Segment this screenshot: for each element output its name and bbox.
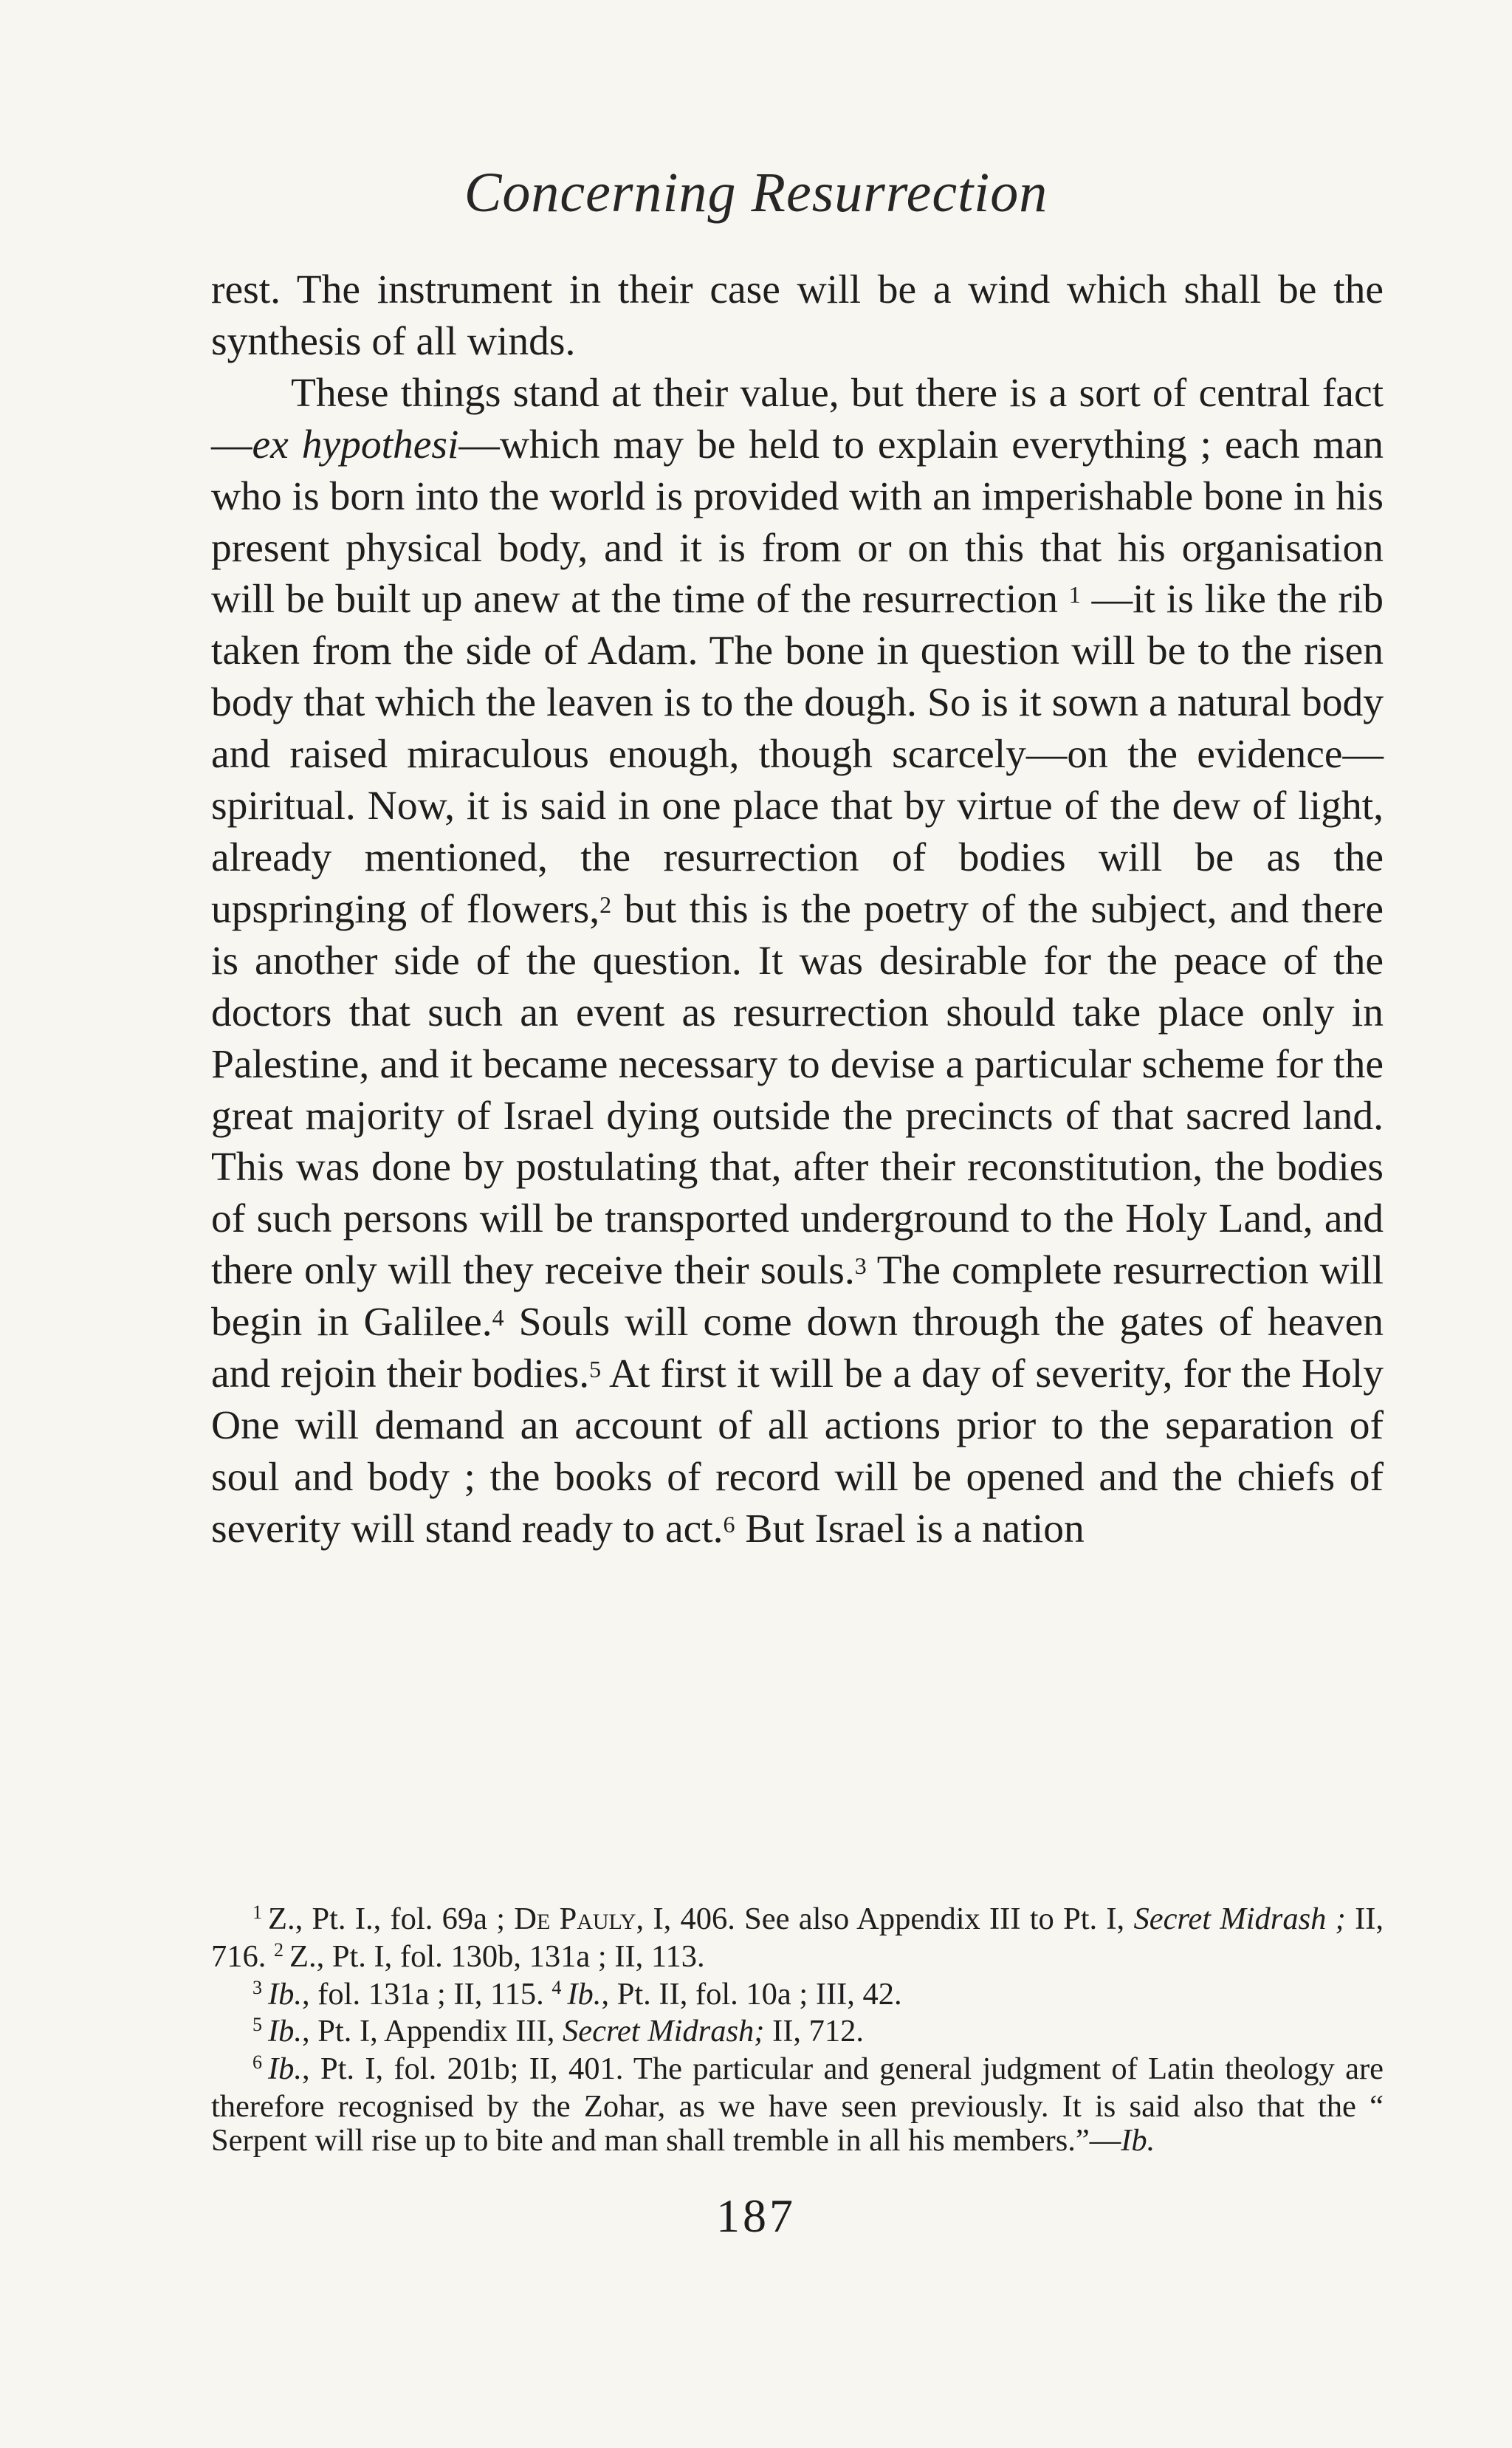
footnote: [211, 2052, 1384, 2157]
footnote-number: 2: [274, 1938, 284, 1961]
footnote: [211, 2015, 1384, 2052]
footnote-number: 4: [551, 1976, 562, 1998]
text-run: But Israel is a nation: [735, 1506, 1085, 1552]
footnote-reference: 3: [854, 1252, 867, 1280]
text-run: —it is like the rib taken from the side of Adam. The bone in question will be to the risen body that which the leaven is to the dough. So is it sown a natural body and raised miraculous enough, though scarcely—on the evidence—spiritual. Now, it is said in one place that by virtue of the dew of light, already mentioned, the resurrection of bodies will be as the upspringing of flowers,: [211, 577, 1384, 932]
text-run: Z., Pt. I, fol. 130b, 131a ; II, 113.: [289, 1938, 705, 1974]
footnote: [211, 1902, 1384, 1978]
footnote-reference: 1: [1068, 581, 1081, 608]
text-run: II, 716.: [211, 1902, 1384, 1974]
body-text: [211, 264, 1384, 1555]
text-run: The complete resurrection will begin in Galilee.: [211, 1248, 1384, 1345]
italic-text: Ib.: [268, 2051, 303, 2087]
text-run: , Pt. I, fol. 201b; II, 401. The particular and general judgment of Latin theology are therefore recognised by the Zohar, as we have seen previously. It is said also that the “ Serpent will rise up to bite and man shall tremble in all his members.”—: [211, 2051, 1384, 2158]
paragraph: [211, 368, 1384, 1555]
text-run: Souls will come down through the gates of heaven and rejoin their bodies.: [211, 1300, 1384, 1397]
footnote: [211, 1978, 1384, 2015]
footnote-reference: 4: [492, 1304, 504, 1331]
italic-text: Ib.: [567, 1976, 602, 2012]
italic-text: Ib.: [268, 2014, 303, 2049]
running-head: Concerning Resurrection: [464, 162, 1048, 224]
italic-text: Secret Midrash ;: [1133, 1902, 1346, 1936]
footnote-number: 3: [252, 1976, 262, 1998]
page-number: 187: [716, 2190, 796, 2242]
text-run: At first it will be a day of severity, for the Holy One will demand an account of all actions prior to the separation of soul and body ; the books of record will be opened and the chiefs of severity will stand ready to act.: [211, 1351, 1384, 1552]
italic-text: Secret Midrash;: [562, 2014, 765, 2049]
footnote-number: 6: [252, 2051, 262, 2074]
text-run: , fol. 131a ; II, 115.: [302, 1976, 552, 2012]
text-run: , I, 406. See also Appendix III to Pt. I,: [636, 1902, 1134, 1936]
text-run: , Pt. I, Appendix III,: [302, 2014, 563, 2049]
text-run: rest. The instrument in their case will be a wind which shall be the synthesis of all winds.: [211, 267, 1384, 364]
text-run: II, 712.: [764, 2014, 864, 2049]
footnote-reference: 6: [723, 1510, 735, 1537]
small-caps-text: De Pauly: [514, 1902, 636, 1936]
footnote-number: 5: [252, 2014, 262, 2036]
text-run: but this is the poetry of the subject, and there is another side of the question. It was desirable for the peace of the doctors that such an event as resurrection should take place only in Palestine, and it became necessary to devise a particular scheme for the great majority of Israel dying outside the precincts of that sacred land. This was done by postulating that, after their reconstitution, the bodies of such persons will be transported underground to the Holy Land, and there only will they receive their souls.: [211, 886, 1384, 1294]
italic-text: Ib.: [268, 1976, 303, 2012]
footnote-reference: 2: [599, 891, 612, 918]
paragraph: [211, 264, 1384, 368]
italic-text: ex hypothesi: [252, 422, 459, 467]
text-run: —which may be held to explain everything ; each man who is born into the world is provided with an imperishable bone in his present physical body, and it is from or on this that his organisation will be built up anew at the time of the resurrection: [211, 422, 1384, 623]
text-run: These things stand at their value, but there is a sort of central fact—: [211, 370, 1384, 467]
text-run: Z., Pt. I., fol. 69a ;: [268, 1902, 515, 1936]
footnotes: [211, 1902, 1384, 2158]
italic-text: Ib.: [1121, 2122, 1155, 2158]
footnote-reference: 5: [589, 1356, 602, 1383]
text-run: , Pt. II, fol. 10a ; III, 42.: [601, 1976, 902, 2012]
footnote-number: 1: [252, 1902, 262, 1923]
